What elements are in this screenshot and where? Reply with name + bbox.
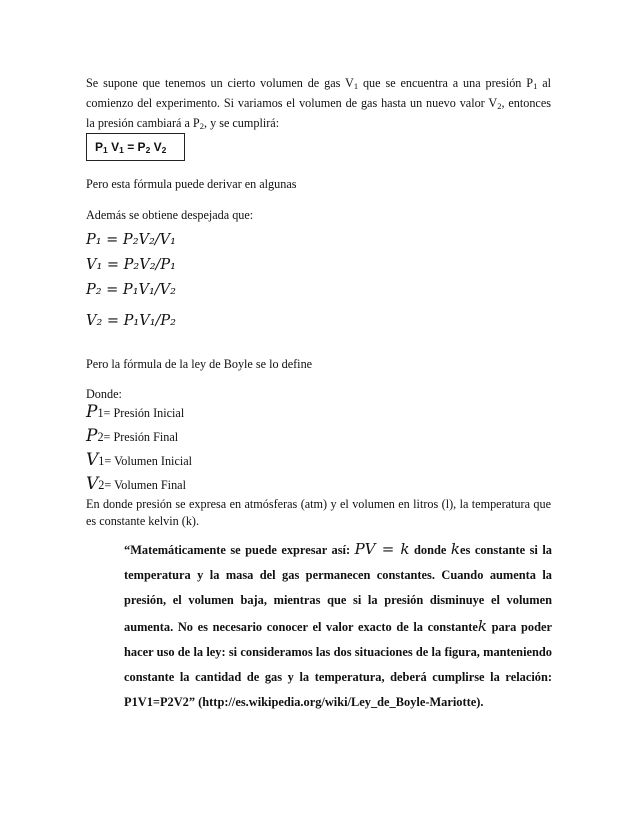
quote-formula: PV = k (354, 540, 410, 558)
bf-p2: P (137, 140, 146, 154)
bf-sub3: 2 (145, 145, 151, 155)
quote-k-symbol: k (450, 540, 461, 558)
equation-1: P₁ = P₂V₂/V₁ (86, 232, 176, 248)
p2-subscript: 2 (199, 121, 204, 131)
equation-4: V₂ = P₁V₁/P₂ (86, 313, 176, 329)
definition-text: 2= Volumen Final (98, 478, 186, 492)
despeja-line: Además se obtiene despejada que: (86, 208, 254, 222)
intro-text-2: que se encuentra a una presión P (358, 76, 534, 90)
symbol-p: P (86, 402, 98, 422)
p1-subscript: 1 (533, 81, 538, 91)
bf-equals: = (127, 140, 135, 154)
symbol-v: V (86, 474, 99, 494)
quote-k-symbol-2: k (477, 616, 487, 635)
symbol-p: P (86, 426, 98, 446)
bf-p1: P (95, 140, 104, 154)
definition-p2 (86, 422, 192, 446)
intro-text-5: , y se cumplirá: (203, 116, 280, 130)
intro-text-4: , entonces la presión cambiará a P (86, 96, 551, 130)
boxed-formula (86, 133, 185, 161)
definition-v2 (86, 470, 192, 494)
symbol-v: V (86, 450, 99, 470)
intro-paragraph (86, 75, 551, 135)
bf-sub1: 1 (103, 145, 108, 155)
units-paragraph: En donde presión se expresa en atmósferas (atm) y el volumen en litros (l), la temperatura que es constante kelvin (k). (86, 497, 551, 528)
bf-sub2: 1 (119, 145, 124, 155)
quote-text-a: “Matemáticamente se puede expresar así: (124, 543, 355, 557)
intro-text-3: al comienzo del experimento. Si variamos el volumen de gas hasta un nuevo valor V (86, 76, 551, 110)
bf-v2: V (153, 140, 162, 154)
v2-subscript: 2 (497, 101, 502, 111)
definition-text: 2= Presión Final (97, 430, 179, 444)
define-line: Pero la fórmula de la ley de Boyle se lo define (86, 357, 313, 371)
bf-sub4: 2 (161, 145, 167, 155)
donde-label: Donde: (86, 387, 122, 401)
definition-p1 (86, 398, 192, 422)
quote-text-b: donde (409, 543, 451, 557)
definition-text: 1= Presión Inicial (97, 406, 185, 420)
definition-text: 1= Volumen Inicial (98, 454, 193, 468)
quote-text-c: es constante si la temperatura y la masa del gas permanecen constantes. Cuando aumenta la presión, el volumen baja, mientras que si la presión disminuye el volumen aumenta. No es necesario conocer el valor exacto de la constante (124, 543, 552, 634)
definitions-list (86, 398, 192, 494)
definition-v1 (86, 446, 192, 470)
v1-subscript: 1 (353, 81, 359, 91)
derive-line: Pero esta fórmula puede derivar en algunas (86, 177, 297, 191)
equation-3: P₂ = P₁V₁/V₂ (86, 282, 176, 298)
equation-2: V₁ = P₂V₂/P₁ (86, 257, 176, 273)
wikipedia-quote (124, 537, 552, 715)
bf-v1: V (111, 140, 120, 154)
intro-text-1: Se supone que tenemos un cierto volumen de gas V (86, 76, 354, 90)
quote-text-d: para poder hacer uso de la ley: si consideramos las dos situaciones de la figura, manteniendo constante la cantidad de gas y la temperatura, deberá cumplirse la relación: P1V1=P2V2” (http://es.wikipedia.org/wiki/Ley_de_Boyle-Mariotte). (124, 619, 552, 710)
